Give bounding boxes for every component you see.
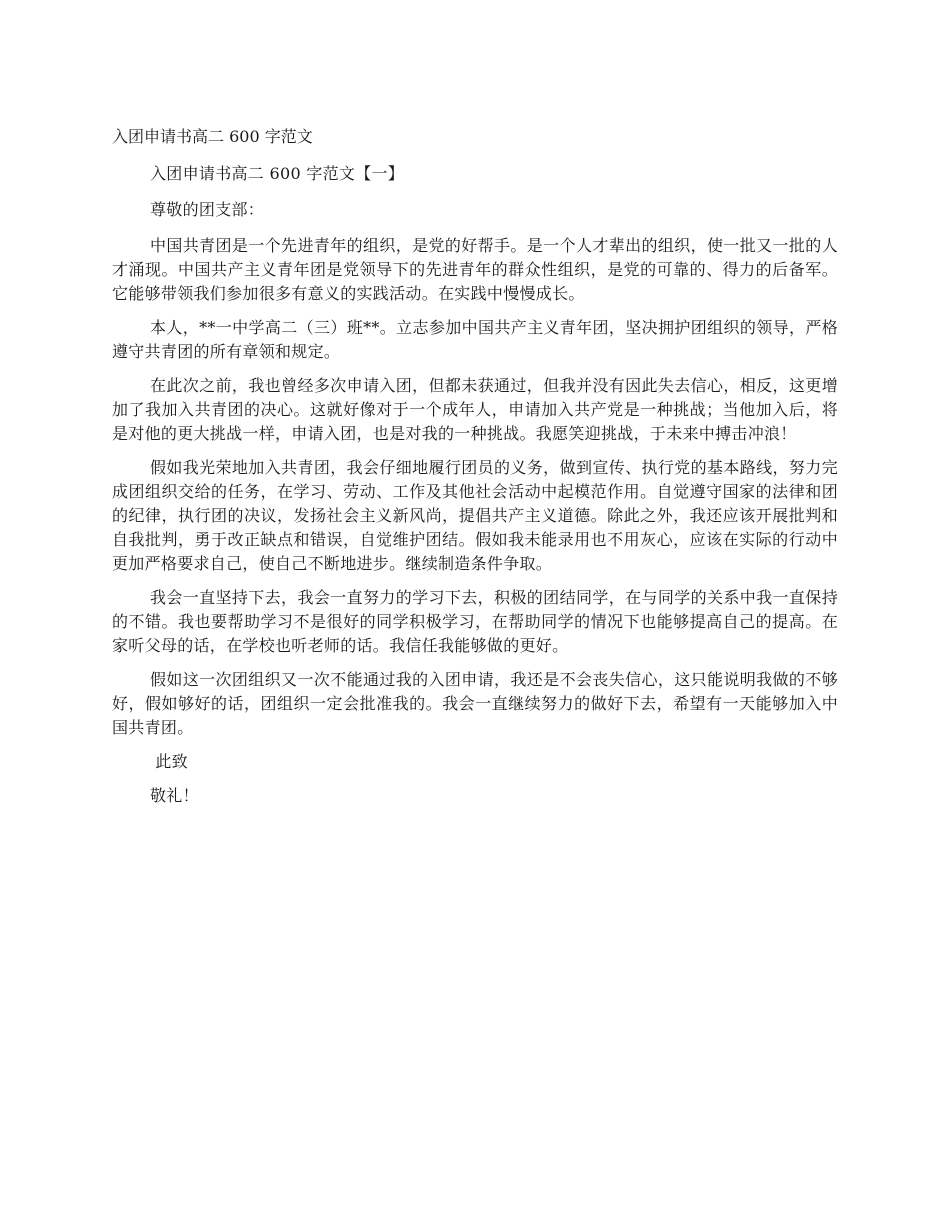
body-paragraph-4: 假如我光荣地加入共青团，我会仔细地履行团员的义务，做到宣传、执行党的基本路线，努力完成团组织交给的任务，在学习、劳动、工作及其他社会活动中起模范作用。自觉遵守国家的法律和团的纪律，执行团的决议，发扬社会主义新风尚，提倡共产主义道德。除此之外，我还应该开展批判和自我批判，勇于改正缺点和错误，自觉维护团结。假如我未能录用也不用灰心，应该在实际的行动中更加严格要求自己，使自己不断地进步。继续制造条件争取。 [112, 458, 838, 573]
closing-line-2: 敬礼！ [150, 786, 199, 805]
salutation: 尊敬的团支部： [150, 200, 265, 219]
body-paragraph-2: 本人，**一中学高二（三）班**。立志参加中国共产主义青年团，坚决拥护团组织的领导，严格遵守共青团的所有章领和规定。 [112, 318, 838, 361]
closing-line-1: 此致 [150, 752, 188, 771]
body-paragraph-3: 在此次之前，我也曾经多次申请入团，但都未获通过，但我并没有因此失去信心，相反，这更增加了我加入共青团的决心。这就好像对于一个成年人，申请加入共产党是一种挑战；当他加入后，将是对他的更大挑战一样，申请入团，也是对我的一种挑战。我愿笑迎挑战，于未来中搏击冲浪！ [112, 376, 838, 443]
document-title: 入团申请书高二 600 字范文 [112, 127, 313, 146]
section-title: 入团申请书高二 600 字范文【一】 [150, 164, 405, 183]
body-paragraph-1: 中国共青团是一个先进青年的组织，是党的好帮手。是一个人才辈出的组织，使一批又一批的人才涌现。中国共产主义青年团是党领导下的先进青年的群众性组织，是党的可靠的、得力的后备军。它能够带领我们参加很多有意义的实践活动。在实践中慢慢成长。 [112, 236, 838, 303]
body-paragraph-6: 假如这一次团组织又一次不能通过我的入团申请，我还是不会丧失信心，这只能说明我做的不够好，假如够好的话，团组织一定会批准我的。我会一直继续努力的做好下去，希望有一天能够加入中国共青团。 [112, 670, 838, 737]
document-page [112, 126, 838, 818]
body-paragraph-5: 我会一直坚持下去，我会一直努力的学习下去，积极的团结同学，在与同学的关系中我一直保持的不错。我也要帮助学习不是很好的同学积极学习，在帮助同学的情况下也能够提高自己的提高。在家听父母的话，在学校也听老师的话。我信任我能够做的更好。 [112, 588, 838, 655]
